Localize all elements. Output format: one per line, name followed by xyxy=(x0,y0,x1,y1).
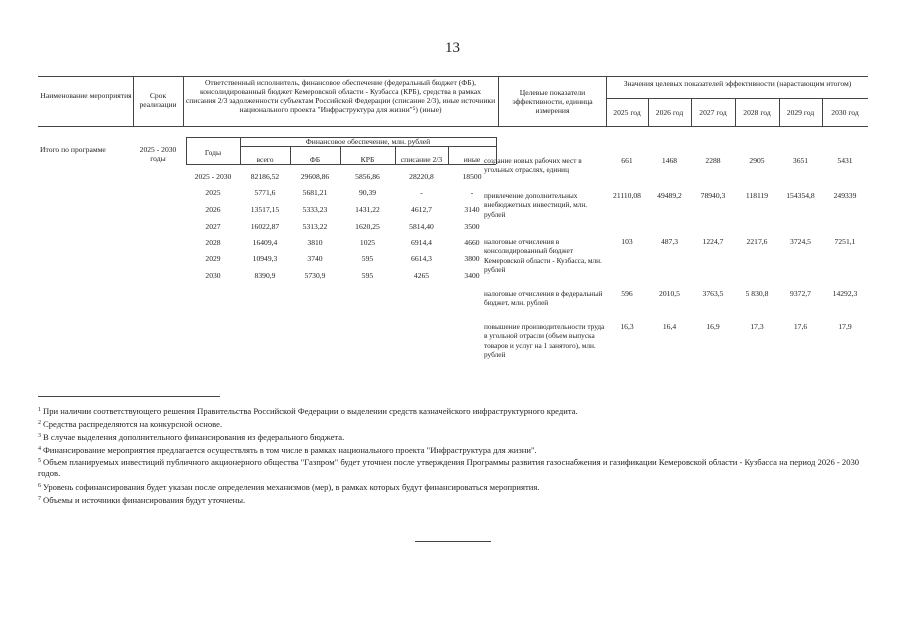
indicator-value: 2905 xyxy=(749,156,765,165)
indicator-label: налоговые отчисления в консолидированный бюджет Кемеровской области - Кузбасса, млн. рублей xyxy=(484,237,602,274)
indicator-value: 2010,5 xyxy=(659,289,680,298)
footnote xyxy=(38,431,870,443)
end-line xyxy=(415,541,491,542)
indicator-value: 9372,7 xyxy=(790,289,811,298)
footnote-number: 4 xyxy=(38,446,41,452)
finance-cell: 5313,22 xyxy=(302,222,328,231)
footnote-number: 3 xyxy=(38,433,41,439)
finance-row-year: 2025 - 2030 xyxy=(194,172,232,181)
indicator-value: 2288 xyxy=(705,156,721,165)
indicator-label: налоговые отчисления в федеральный бюджет, млн. рублей xyxy=(484,289,603,308)
footnote xyxy=(38,405,870,417)
indicator-value: 1468 xyxy=(661,156,678,165)
footnote xyxy=(38,456,870,479)
indicator-value: 1224,7 xyxy=(702,237,724,246)
finance-col-header: ФБ xyxy=(309,155,321,164)
year-header: 2029 год xyxy=(786,108,815,117)
footnote-text: При наличии соответствующего решения Правительства Российской Федерации о выделении средств казначейского инфраструктурного кредита. xyxy=(43,406,578,416)
indicator-value: 3763,5 xyxy=(702,289,724,298)
footnote-text: Объем планируемых инвестиций публичного акционерного общества "Газпром" будет уточнен после утверждения Программы развития газоснабжения и газификации Кемеровской области - Кузбасса на период 2026 - 2030 годов. xyxy=(38,457,860,478)
indicator-value: 49489,2 xyxy=(657,191,682,200)
indicator-value: 16,3 xyxy=(620,322,634,331)
header-bottom-border xyxy=(38,126,868,127)
finance-cell: 13517,15 xyxy=(250,205,280,214)
footnote-text: Финансирование мероприятия предлагается осуществлять в том числе в рамках национального проекта "Инфраструктура для жизни". xyxy=(43,445,537,455)
indicator-value: 596 xyxy=(621,289,633,298)
finance-group-label: Финансовое обеспечение, млн. рублей xyxy=(305,137,431,146)
col-divider xyxy=(606,76,607,126)
table-top-border xyxy=(38,76,868,77)
finance-cell: - xyxy=(470,188,474,197)
finance-col-header: всего xyxy=(256,155,274,164)
finance-cell: 1025 xyxy=(359,238,376,247)
year-header: 2025 год xyxy=(613,108,641,117)
year-header: 2030 год xyxy=(831,108,859,117)
finance-cell: 5814,40 xyxy=(409,222,434,231)
indicator-label: привлечение дополнительных внебюджетных инвестиций, млн. рублей xyxy=(484,191,588,219)
footnote-number: 1 xyxy=(38,407,41,413)
footnote-text: Объемы и источники финансирования будут уточнены. xyxy=(43,495,246,505)
finance-cell: 3400 xyxy=(464,271,480,280)
footnote xyxy=(38,444,870,456)
indicator-value: 487,3 xyxy=(660,237,679,246)
finance-cell: 18500 xyxy=(462,172,482,181)
finance-cell: 10949,3 xyxy=(252,254,278,263)
finance-cell: 29608,86 xyxy=(300,172,330,181)
finance-cell: 28220,8 xyxy=(409,172,434,181)
year-header: 2028 год xyxy=(743,108,771,117)
finance-cell: 6914,4 xyxy=(411,238,432,247)
footnote-separator xyxy=(38,396,220,397)
indicator-value: 14292,3 xyxy=(832,289,858,298)
finance-cell: 5333,23 xyxy=(302,205,328,214)
finance-cell: 1620,25 xyxy=(355,222,380,231)
indicator-value: 5431 xyxy=(837,156,853,165)
indicator-value: 3724,5 xyxy=(790,237,811,246)
indicator-value: 118119 xyxy=(745,191,769,200)
indicator-value: 249339 xyxy=(833,191,857,200)
finance-cell: 6614,3 xyxy=(411,254,432,263)
finance-row-year: 2026 xyxy=(205,205,221,214)
indicator-value: 661 xyxy=(621,156,633,165)
indicator-value: 17,9 xyxy=(838,322,852,331)
finance-col-header: КРБ xyxy=(360,155,375,164)
header-responsible: Ответственный исполнитель, финансовое обеспечение (федеральный бюджет (ФБ), консолидированный бюджет Кемеровской области - Кузбасса (КРБ), средства в рамках списания 2/3 задолженности субъектам Российской Федерации (списание 2/3), иные источники национального проекта "Инфраструктура для жизни"⁵) (иные) xyxy=(185,78,496,114)
header-targets: Целевые показатели эффективности, единица измерения xyxy=(512,88,593,115)
indicator-value: 7251,1 xyxy=(834,237,856,246)
footnote-number: 6 xyxy=(38,483,41,489)
indicator-value: 16,4 xyxy=(662,322,677,331)
finance-cell: 16022,87 xyxy=(250,222,280,231)
finance-row-year: 2025 xyxy=(205,188,221,197)
indicator-label: создание новых рабочих мест в угольных отраслях, единиц xyxy=(484,156,582,175)
finance-cell: 4660 xyxy=(464,238,480,247)
indicator-value: 2217,6 xyxy=(746,237,768,246)
footnote xyxy=(38,418,870,430)
indicator-value: 3651 xyxy=(792,156,809,165)
finance-group-divider xyxy=(240,146,496,147)
finance-cell: - xyxy=(420,188,423,197)
finance-cell: 90,39 xyxy=(358,188,377,197)
col-divider xyxy=(183,76,184,126)
indicator-value: 103 xyxy=(621,237,633,246)
year-header: 2027 год xyxy=(699,108,727,117)
footnote-number: 7 xyxy=(38,496,41,502)
finance-cell: 3800 xyxy=(464,254,480,263)
header-values: Значения целевых показателей эффективности (нарастающим итогом) xyxy=(623,79,852,88)
finance-cell: 82186,52 xyxy=(250,172,280,181)
finance-col-header: списание 2/3 xyxy=(400,155,443,164)
finance-cell: 4612,7 xyxy=(411,205,432,214)
finance-col-header: иные xyxy=(463,155,481,164)
footnote-text: Уровень софинансирования будет указан после определения механизмов (мер), в рамках которых будут финансироваться мероприятия. xyxy=(43,482,540,492)
finance-header-bottom xyxy=(186,164,496,165)
finance-cell: 1431,22 xyxy=(355,205,380,214)
footnote xyxy=(38,481,870,493)
col-divider xyxy=(498,76,499,126)
indicator-value: 78940,3 xyxy=(700,191,726,200)
header-term: Срок реализации xyxy=(139,91,177,109)
header-name: Наименование мероприятия xyxy=(40,91,132,100)
indicator-value: 16,9 xyxy=(706,322,720,331)
page-number: 13 xyxy=(445,40,460,56)
finance-cell: 595 xyxy=(361,271,374,280)
footnote-number: 2 xyxy=(38,420,41,426)
footnote-text: Средства распределяются на конкурсной основе. xyxy=(43,419,223,429)
finance-row-year: 2029 xyxy=(205,254,221,263)
indicator-value: 5 830,8 xyxy=(745,289,769,298)
finance-cell: 8390,9 xyxy=(254,271,276,280)
years-header-divider xyxy=(606,98,868,99)
finance-cell: 3140 xyxy=(464,205,480,214)
finance-cell: 5771,6 xyxy=(254,188,276,197)
indicator-label: повышение производительности труда в угольной отрасли (объем выпуска товаров и услуг на 1 занятого), млн. рублей xyxy=(484,322,605,359)
finance-cell: 3740 xyxy=(307,254,323,263)
finance-years-label: Годы xyxy=(204,148,222,157)
indicator-value: 21110,08 xyxy=(613,191,641,200)
finance-cell: 3810 xyxy=(307,238,323,247)
finance-cell: 16409,4 xyxy=(252,238,278,247)
finance-cell: 5856,86 xyxy=(355,172,380,181)
finance-row-year: 2030 xyxy=(205,271,221,280)
indicator-value: 17,3 xyxy=(750,322,764,331)
finance-cell: 3500 xyxy=(464,222,480,231)
finance-cell: 5730,9 xyxy=(304,271,326,280)
finance-row-year: 2027 xyxy=(205,222,221,231)
footnote-text: В случае выделения дополнительного финансирования из федерального бюджета. xyxy=(43,432,345,442)
finance-cell: 595 xyxy=(361,254,374,263)
indicator-value: 17,6 xyxy=(793,322,808,331)
year-header: 2026 год xyxy=(655,108,684,117)
footnote xyxy=(38,494,870,506)
indicator-value: 154354,8 xyxy=(786,191,815,200)
row-name: Итого по программе xyxy=(40,145,106,154)
finance-row-year: 2028 xyxy=(205,238,221,247)
finance-cell: 4265 xyxy=(413,271,430,280)
row-term: 2025 - 2030 годы xyxy=(139,145,177,163)
footnote-number: 5 xyxy=(38,458,41,464)
finance-cell: 5681,21 xyxy=(302,188,328,197)
